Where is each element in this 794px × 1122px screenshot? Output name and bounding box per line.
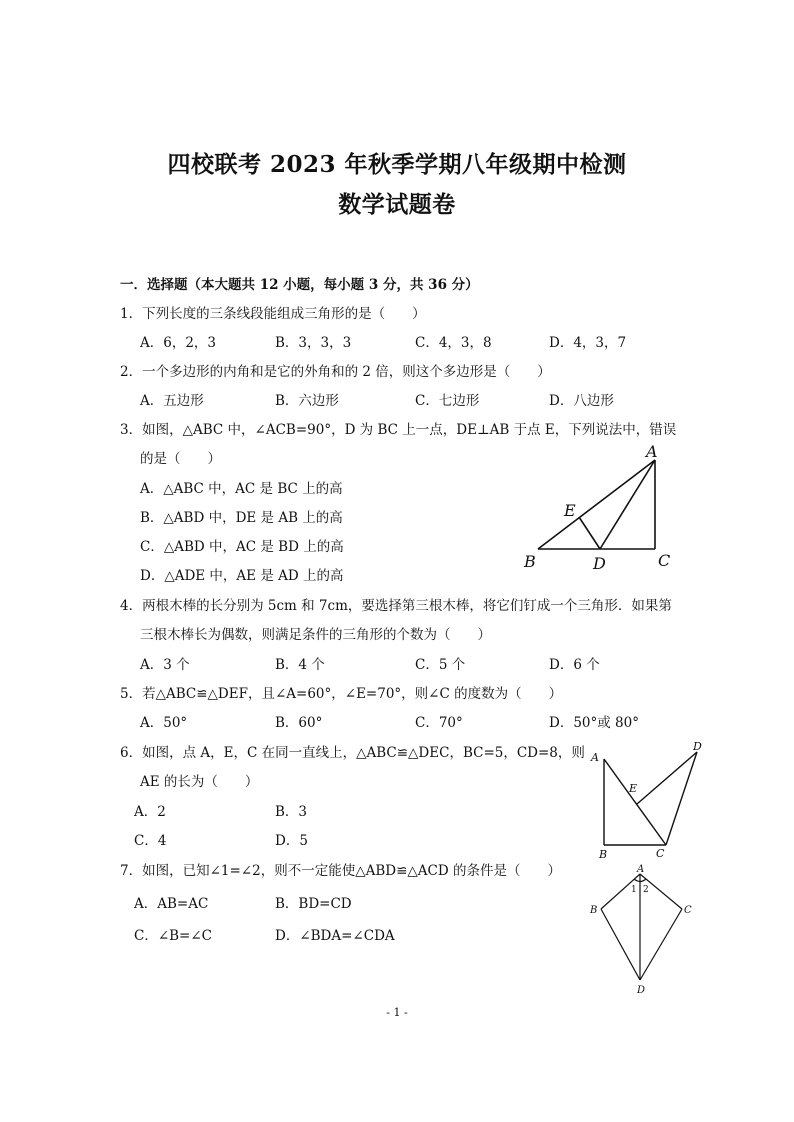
label-e: E xyxy=(564,501,576,520)
q1-option-b: B．3，3，3 xyxy=(275,335,352,351)
question-2-stem: 2．一个多边形的内角和是它的外角和的 2 倍，则这个多边形是（ ） xyxy=(120,364,551,380)
q6-option-c: C．4 xyxy=(134,833,167,849)
label-a: A xyxy=(591,751,599,764)
label-b: B xyxy=(599,848,608,861)
question-4-stem: 4．两根木棒的长分别为 5cm 和 7cm，要选择第三根木棒，将它们钉成一个三角形．如果第 xyxy=(120,598,672,614)
q7-kite-figure xyxy=(585,862,700,997)
q4-option-a: A．3 个 xyxy=(140,657,190,673)
label-a: A xyxy=(637,864,645,875)
label-d: D xyxy=(693,740,702,753)
q5-option-a: A．50° xyxy=(140,715,188,731)
label-a: A xyxy=(646,442,658,461)
q7-option-b: B．BD=CD xyxy=(275,896,352,912)
q2-option-d: D．八边形 xyxy=(549,393,614,409)
segment-de xyxy=(579,517,600,549)
question-1-stem: 1．下列长度的三条线段能组成三角形的是（ ） xyxy=(120,306,426,322)
label-c: C xyxy=(656,847,665,860)
q1-option-a: A．6，2，3 xyxy=(140,335,217,351)
q4-option-d: D．6 个 xyxy=(549,657,600,673)
question-5-stem: 5．若△ABC≌△DEF，且∠A=60°，∠E=70°，则∠C 的度数为（ ） xyxy=(120,686,563,702)
page-number: - 1 - xyxy=(386,1006,408,1019)
segment-bd xyxy=(601,909,640,980)
q3-option-d: D．△ADE 中，AE 是 AD 上的高 xyxy=(140,568,344,584)
q7-option-a: A．AB=AC xyxy=(134,896,209,912)
label-c: C xyxy=(684,905,692,916)
q4-option-b: B．4 个 xyxy=(275,657,325,673)
segment-ad xyxy=(600,460,655,549)
question-3-stem-cont: 的是（ ） xyxy=(140,451,221,467)
q5-option-d: D．50°或 80° xyxy=(549,715,639,731)
q1-option-d: D．4，3，7 xyxy=(549,335,627,351)
question-6-stem-cont: AE 的长为（ ） xyxy=(140,774,259,790)
question-4-stem-cont: 三根木棒长为偶数，则满足条件的三角形的个数为（ ） xyxy=(140,627,491,643)
q6-option-d: D．5 xyxy=(275,833,308,849)
q3-option-a: A．△ABC 中，AC 是 BC 上的高 xyxy=(140,481,343,497)
label-d: D xyxy=(637,985,646,996)
segment-ac xyxy=(604,759,666,845)
q2-option-b: B．六边形 xyxy=(275,393,339,409)
q7-option-c: C．∠B=∠C xyxy=(134,928,213,944)
q3-triangle-figure xyxy=(520,440,680,575)
segment-ab xyxy=(538,460,655,549)
q5-option-c: C．70° xyxy=(415,715,463,731)
q7-option-d: D．∠BDA=∠CDA xyxy=(275,928,395,944)
question-3-stem: 3．如图，△ABC 中，∠ACB=90°，D 为 BC 上一点，DE⊥AB 于点 E，下列说法中，错误 xyxy=(120,422,677,438)
q3-option-c: C．△ABD 中，AC 是 BD 上的高 xyxy=(140,539,344,555)
question-7-stem: 7．如图，已知∠1=∠2，则不一定能使△ABD≌△ACD 的条件是（ ） xyxy=(120,863,561,879)
label-d: D xyxy=(593,554,606,573)
exam-subtitle: 数学试题卷 xyxy=(338,191,456,218)
label-e: E xyxy=(629,782,638,795)
q2-option-c: C．七边形 xyxy=(415,393,480,409)
q6-option-a: A．2 xyxy=(134,804,166,820)
q6-figure xyxy=(585,738,710,863)
exam-title: 四校联考 2023 年秋季学期八年级期中检测 xyxy=(167,151,627,178)
angle-1-label: 1 xyxy=(631,885,637,895)
q2-option-a: A．五边形 xyxy=(140,393,204,409)
segment-cd xyxy=(640,909,682,980)
angle-2-label: 2 xyxy=(643,885,649,895)
question-6-stem: 6．如图，点 A，E，C 在同一直线上，△ABC≌△DEC，BC=5，CD=8，则 xyxy=(120,745,585,761)
q1-option-c: C．4，3，8 xyxy=(415,335,492,351)
label-b: B xyxy=(590,905,598,916)
section-heading: 一．选择题（本大题共 12 小题，每小题 3 分，共 36 分） xyxy=(120,277,479,293)
q6-option-b: B．3 xyxy=(275,804,308,820)
label-c: C xyxy=(658,551,671,570)
q4-option-c: C．5 个 xyxy=(415,657,466,673)
q3-option-b: B．△ABD 中，DE 是 AB 上的高 xyxy=(140,510,343,526)
q5-option-b: B．60° xyxy=(275,715,323,731)
label-b: B xyxy=(524,552,536,571)
